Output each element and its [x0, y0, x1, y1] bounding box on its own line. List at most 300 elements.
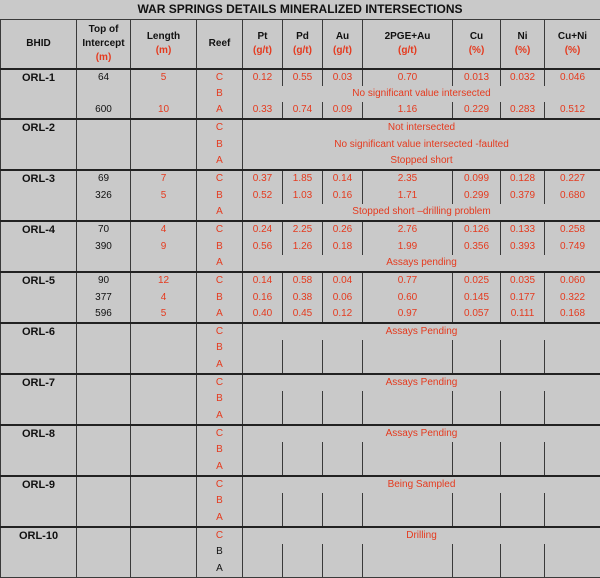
length-cell: 5 — [131, 306, 197, 323]
empty-cell — [323, 340, 363, 357]
bhid-cell: ORL-7 — [1, 374, 77, 391]
ni-cell: 0.032 — [501, 69, 545, 86]
2pge-au-cell: 0.70 — [363, 69, 453, 86]
reef-cell: A — [197, 204, 243, 221]
empty-cell — [453, 459, 501, 476]
top-of-intercept-cell: 70 — [77, 221, 131, 238]
table-row — [1, 204, 600, 221]
empty-cell — [501, 560, 545, 577]
status-message: Assays Pending — [243, 323, 600, 340]
table-row — [1, 69, 600, 86]
empty-cell — [243, 459, 283, 476]
empty-cell — [453, 340, 501, 357]
pd-cell: 0.58 — [283, 272, 323, 289]
reef-cell: C — [197, 119, 243, 136]
reef-cell: C — [197, 170, 243, 187]
length-cell — [131, 136, 197, 153]
pt-cell: 0.52 — [243, 187, 283, 204]
bhid-cell — [1, 340, 77, 357]
pd-cell: 0.38 — [283, 289, 323, 306]
top-of-intercept-cell: 596 — [77, 306, 131, 323]
length-cell — [131, 459, 197, 476]
reef-cell: C — [197, 69, 243, 86]
length-cell — [131, 357, 197, 374]
length-cell: 5 — [131, 69, 197, 86]
bhid-cell — [1, 136, 77, 153]
bhid-cell — [1, 255, 77, 272]
bhid-cell — [1, 153, 77, 170]
ni-cell: 0.283 — [501, 102, 545, 119]
length-cell: 4 — [131, 221, 197, 238]
empty-cell — [501, 442, 545, 459]
top-of-intercept-cell — [77, 323, 131, 340]
top-of-intercept-cell — [77, 442, 131, 459]
empty-cell — [243, 510, 283, 527]
empty-cell — [243, 544, 283, 561]
header-cu-ni: Cu+Ni (%) — [545, 20, 600, 69]
au-cell: 0.09 — [323, 102, 363, 119]
au-cell: 0.06 — [323, 289, 363, 306]
pt-cell: 0.12 — [243, 69, 283, 86]
top-of-intercept-cell — [77, 136, 131, 153]
bhid-cell: ORL-6 — [1, 323, 77, 340]
top-of-intercept-cell — [77, 527, 131, 544]
empty-cell — [545, 340, 600, 357]
cu-ni-cell: 0.512 — [545, 102, 600, 119]
table-row — [1, 221, 600, 238]
pt-cell: 0.24 — [243, 221, 283, 238]
table-row — [1, 238, 600, 255]
empty-cell — [283, 357, 323, 374]
length-cell — [131, 408, 197, 425]
bhid-cell — [1, 510, 77, 527]
top-of-intercept-cell: 326 — [77, 187, 131, 204]
pt-cell: 0.40 — [243, 306, 283, 323]
table-row — [1, 102, 600, 119]
empty-cell — [283, 408, 323, 425]
empty-cell — [453, 493, 501, 510]
empty-cell — [243, 442, 283, 459]
cu-cell: 0.057 — [453, 306, 501, 323]
reef-cell: A — [197, 102, 243, 119]
empty-cell — [363, 459, 453, 476]
empty-cell — [243, 560, 283, 577]
reef-cell: B — [197, 493, 243, 510]
table-row — [1, 187, 600, 204]
top-of-intercept-cell — [77, 86, 131, 103]
reef-cell: A — [197, 357, 243, 374]
status-message: Stopped short — [243, 153, 600, 170]
au-cell: 0.18 — [323, 238, 363, 255]
empty-cell — [323, 408, 363, 425]
length-cell — [131, 476, 197, 493]
status-message: Being Sampled — [243, 476, 600, 493]
empty-cell — [243, 357, 283, 374]
cu-ni-cell: 0.322 — [545, 289, 600, 306]
empty-cell — [501, 391, 545, 408]
empty-cell — [545, 408, 600, 425]
au-cell: 0.14 — [323, 170, 363, 187]
empty-cell — [501, 544, 545, 561]
bhid-cell — [1, 86, 77, 103]
empty-cell — [323, 493, 363, 510]
bhid-cell: ORL-5 — [1, 272, 77, 289]
header-bhid: BHID — [1, 20, 77, 69]
empty-cell — [363, 560, 453, 577]
header-cu: Cu (%) — [453, 20, 501, 69]
au-cell: 0.12 — [323, 306, 363, 323]
pd-cell: 2.25 — [283, 221, 323, 238]
empty-cell — [363, 357, 453, 374]
empty-cell — [453, 560, 501, 577]
table-row — [1, 544, 600, 561]
bhid-cell — [1, 408, 77, 425]
bhid-cell — [1, 306, 77, 323]
bhid-cell — [1, 357, 77, 374]
cu-cell: 0.126 — [453, 221, 501, 238]
table-row — [1, 510, 600, 527]
header-pd: Pd (g/t) — [283, 20, 323, 69]
ni-cell: 0.035 — [501, 272, 545, 289]
bhid-cell — [1, 238, 77, 255]
reef-cell: C — [197, 476, 243, 493]
table-row — [1, 306, 600, 323]
reef-cell: C — [197, 272, 243, 289]
reef-cell: A — [197, 306, 243, 323]
empty-cell — [453, 544, 501, 561]
table-row — [1, 119, 600, 136]
pd-cell: 0.74 — [283, 102, 323, 119]
table-row — [1, 527, 600, 544]
length-cell — [131, 340, 197, 357]
table-row — [1, 170, 600, 187]
au-cell: 0.16 — [323, 187, 363, 204]
length-cell — [131, 425, 197, 442]
reef-cell: A — [197, 510, 243, 527]
status-message: No significant value intersected — [243, 86, 600, 103]
table-body — [1, 69, 600, 578]
ni-cell: 0.393 — [501, 238, 545, 255]
table-row — [1, 442, 600, 459]
status-message: Assays Pending — [243, 374, 600, 391]
pt-cell: 0.33 — [243, 102, 283, 119]
bhid-cell — [1, 459, 77, 476]
empty-cell — [323, 510, 363, 527]
table-row — [1, 374, 600, 391]
cu-cell: 0.299 — [453, 187, 501, 204]
empty-cell — [363, 510, 453, 527]
empty-cell — [453, 357, 501, 374]
length-cell — [131, 527, 197, 544]
reef-cell: A — [197, 153, 243, 170]
pd-cell: 1.03 — [283, 187, 323, 204]
empty-cell — [363, 391, 453, 408]
table-row — [1, 459, 600, 476]
empty-cell — [545, 544, 600, 561]
status-message: Assays Pending — [243, 425, 600, 442]
top-of-intercept-cell — [77, 153, 131, 170]
status-message: Drilling — [243, 527, 600, 544]
top-of-intercept-cell — [77, 357, 131, 374]
header-reef: Reef — [197, 20, 243, 69]
table-row — [1, 86, 600, 103]
table-row — [1, 560, 600, 577]
intersections-table — [0, 19, 600, 578]
empty-cell — [283, 391, 323, 408]
top-of-intercept-cell — [77, 544, 131, 561]
reef-cell: B — [197, 86, 243, 103]
empty-cell — [243, 408, 283, 425]
bhid-cell: ORL-9 — [1, 476, 77, 493]
top-of-intercept-cell — [77, 391, 131, 408]
table-row — [1, 425, 600, 442]
status-message: Assays pending — [243, 255, 600, 272]
length-cell: 4 — [131, 289, 197, 306]
table-row — [1, 340, 600, 357]
empty-cell — [453, 510, 501, 527]
table-row — [1, 391, 600, 408]
table-row — [1, 408, 600, 425]
header-length: Length (m) — [131, 20, 197, 69]
top-of-intercept-cell: 377 — [77, 289, 131, 306]
ni-cell: 0.111 — [501, 306, 545, 323]
empty-cell — [501, 340, 545, 357]
cu-cell: 0.013 — [453, 69, 501, 86]
top-of-intercept-cell — [77, 493, 131, 510]
top-of-intercept-cell: 64 — [77, 69, 131, 86]
reef-cell: B — [197, 289, 243, 306]
empty-cell — [453, 408, 501, 425]
header-ni: Ni (%) — [501, 20, 545, 69]
empty-cell — [501, 510, 545, 527]
empty-cell — [283, 340, 323, 357]
2pge-au-cell: 1.71 — [363, 187, 453, 204]
empty-cell — [243, 340, 283, 357]
reef-cell: C — [197, 425, 243, 442]
pd-cell: 1.26 — [283, 238, 323, 255]
reef-cell: C — [197, 374, 243, 391]
2pge-au-cell: 0.97 — [363, 306, 453, 323]
length-cell: 9 — [131, 238, 197, 255]
status-message: Stopped short –drilling problem — [243, 204, 600, 221]
length-cell — [131, 391, 197, 408]
bhid-cell: ORL-8 — [1, 425, 77, 442]
top-of-intercept-cell — [77, 255, 131, 272]
top-of-intercept-cell — [77, 408, 131, 425]
empty-cell — [283, 442, 323, 459]
top-of-intercept-cell — [77, 560, 131, 577]
reef-cell: B — [197, 544, 243, 561]
reef-cell: B — [197, 187, 243, 204]
length-cell — [131, 204, 197, 221]
reef-cell: C — [197, 221, 243, 238]
pt-cell: 0.37 — [243, 170, 283, 187]
length-cell — [131, 493, 197, 510]
length-cell: 7 — [131, 170, 197, 187]
2pge-au-cell: 0.60 — [363, 289, 453, 306]
length-cell — [131, 544, 197, 561]
reef-cell: B — [197, 391, 243, 408]
ni-cell: 0.133 — [501, 221, 545, 238]
empty-cell — [283, 493, 323, 510]
empty-cell — [363, 408, 453, 425]
au-cell: 0.26 — [323, 221, 363, 238]
cu-ni-cell: 0.749 — [545, 238, 600, 255]
bhid-cell — [1, 493, 77, 510]
cu-cell: 0.229 — [453, 102, 501, 119]
top-of-intercept-cell: 69 — [77, 170, 131, 187]
top-of-intercept-cell — [77, 476, 131, 493]
header-row — [1, 20, 600, 69]
cu-ni-cell: 0.227 — [545, 170, 600, 187]
table-row — [1, 153, 600, 170]
cu-cell: 0.099 — [453, 170, 501, 187]
top-of-intercept-cell — [77, 374, 131, 391]
bhid-cell — [1, 187, 77, 204]
2pge-au-cell: 2.35 — [363, 170, 453, 187]
table-title: WAR SPRINGS DETAILS MINERALIZED INTERSECTIONS — [0, 0, 600, 20]
length-cell — [131, 153, 197, 170]
pt-cell: 0.56 — [243, 238, 283, 255]
length-cell: 10 — [131, 102, 197, 119]
cu-ni-cell: 0.046 — [545, 69, 600, 86]
empty-cell — [283, 510, 323, 527]
2pge-au-cell: 0.77 — [363, 272, 453, 289]
top-of-intercept-cell — [77, 425, 131, 442]
bhid-cell: ORL-3 — [1, 170, 77, 187]
empty-cell — [453, 391, 501, 408]
empty-cell — [453, 442, 501, 459]
reef-cell: C — [197, 323, 243, 340]
cu-ni-cell: 0.168 — [545, 306, 600, 323]
empty-cell — [323, 560, 363, 577]
length-cell: 5 — [131, 187, 197, 204]
bhid-cell — [1, 391, 77, 408]
table-row — [1, 136, 600, 153]
2pge-au-cell: 2.76 — [363, 221, 453, 238]
reef-cell: B — [197, 238, 243, 255]
bhid-cell — [1, 204, 77, 221]
bhid-cell: ORL-1 — [1, 69, 77, 86]
empty-cell — [545, 510, 600, 527]
ni-cell: 0.379 — [501, 187, 545, 204]
cu-ni-cell: 0.680 — [545, 187, 600, 204]
empty-cell — [545, 493, 600, 510]
2pge-au-cell: 1.99 — [363, 238, 453, 255]
bhid-cell — [1, 544, 77, 561]
reef-cell: A — [197, 459, 243, 476]
empty-cell — [501, 357, 545, 374]
header-au: Au (g/t) — [323, 20, 363, 69]
empty-cell — [363, 340, 453, 357]
empty-cell — [363, 442, 453, 459]
length-cell — [131, 119, 197, 136]
empty-cell — [283, 459, 323, 476]
bhid-cell — [1, 102, 77, 119]
reef-cell: A — [197, 255, 243, 272]
empty-cell — [323, 459, 363, 476]
bhid-cell — [1, 442, 77, 459]
reef-cell: C — [197, 527, 243, 544]
table-row — [1, 255, 600, 272]
empty-cell — [545, 391, 600, 408]
table-row — [1, 323, 600, 340]
bhid-cell — [1, 289, 77, 306]
status-message: Not intersected — [243, 119, 600, 136]
pt-cell: 0.14 — [243, 272, 283, 289]
reef-cell: B — [197, 442, 243, 459]
empty-cell — [243, 391, 283, 408]
empty-cell — [283, 560, 323, 577]
length-cell — [131, 510, 197, 527]
table-row — [1, 289, 600, 306]
table-row — [1, 493, 600, 510]
pd-cell: 0.55 — [283, 69, 323, 86]
length-cell — [131, 374, 197, 391]
length-cell — [131, 255, 197, 272]
bhid-cell — [1, 560, 77, 577]
empty-cell — [545, 459, 600, 476]
cu-cell: 0.145 — [453, 289, 501, 306]
2pge-au-cell: 1.16 — [363, 102, 453, 119]
pd-cell: 0.45 — [283, 306, 323, 323]
top-of-intercept-cell — [77, 459, 131, 476]
table-row — [1, 357, 600, 374]
cu-ni-cell: 0.258 — [545, 221, 600, 238]
bhid-cell: ORL-10 — [1, 527, 77, 544]
au-cell: 0.04 — [323, 272, 363, 289]
status-message: No significant value intersected -faulted — [243, 136, 600, 153]
ni-cell: 0.128 — [501, 170, 545, 187]
pd-cell: 1.85 — [283, 170, 323, 187]
ni-cell: 0.177 — [501, 289, 545, 306]
empty-cell — [363, 493, 453, 510]
reef-cell: B — [197, 340, 243, 357]
top-of-intercept-cell — [77, 119, 131, 136]
length-cell — [131, 442, 197, 459]
au-cell: 0.03 — [323, 69, 363, 86]
top-of-intercept-cell — [77, 204, 131, 221]
empty-cell — [323, 544, 363, 561]
top-of-intercept-cell: 600 — [77, 102, 131, 119]
top-of-intercept-cell — [77, 340, 131, 357]
empty-cell — [363, 544, 453, 561]
length-cell: 12 — [131, 272, 197, 289]
top-of-intercept-cell: 90 — [77, 272, 131, 289]
header-top-of-intercept: Top of Intercept (m) — [77, 20, 131, 69]
reef-cell: A — [197, 560, 243, 577]
pt-cell: 0.16 — [243, 289, 283, 306]
length-cell — [131, 323, 197, 340]
empty-cell — [501, 459, 545, 476]
empty-cell — [323, 442, 363, 459]
table-row — [1, 272, 600, 289]
cu-ni-cell: 0.060 — [545, 272, 600, 289]
top-of-intercept-cell: 390 — [77, 238, 131, 255]
header-2pge-au: 2PGE+Au (g/t) — [363, 20, 453, 69]
length-cell — [131, 560, 197, 577]
empty-cell — [283, 544, 323, 561]
bhid-cell: ORL-2 — [1, 119, 77, 136]
empty-cell — [501, 493, 545, 510]
table-row — [1, 476, 600, 493]
cu-cell: 0.025 — [453, 272, 501, 289]
top-of-intercept-cell — [77, 510, 131, 527]
empty-cell — [243, 493, 283, 510]
empty-cell — [501, 408, 545, 425]
bhid-cell: ORL-4 — [1, 221, 77, 238]
length-cell — [131, 86, 197, 103]
